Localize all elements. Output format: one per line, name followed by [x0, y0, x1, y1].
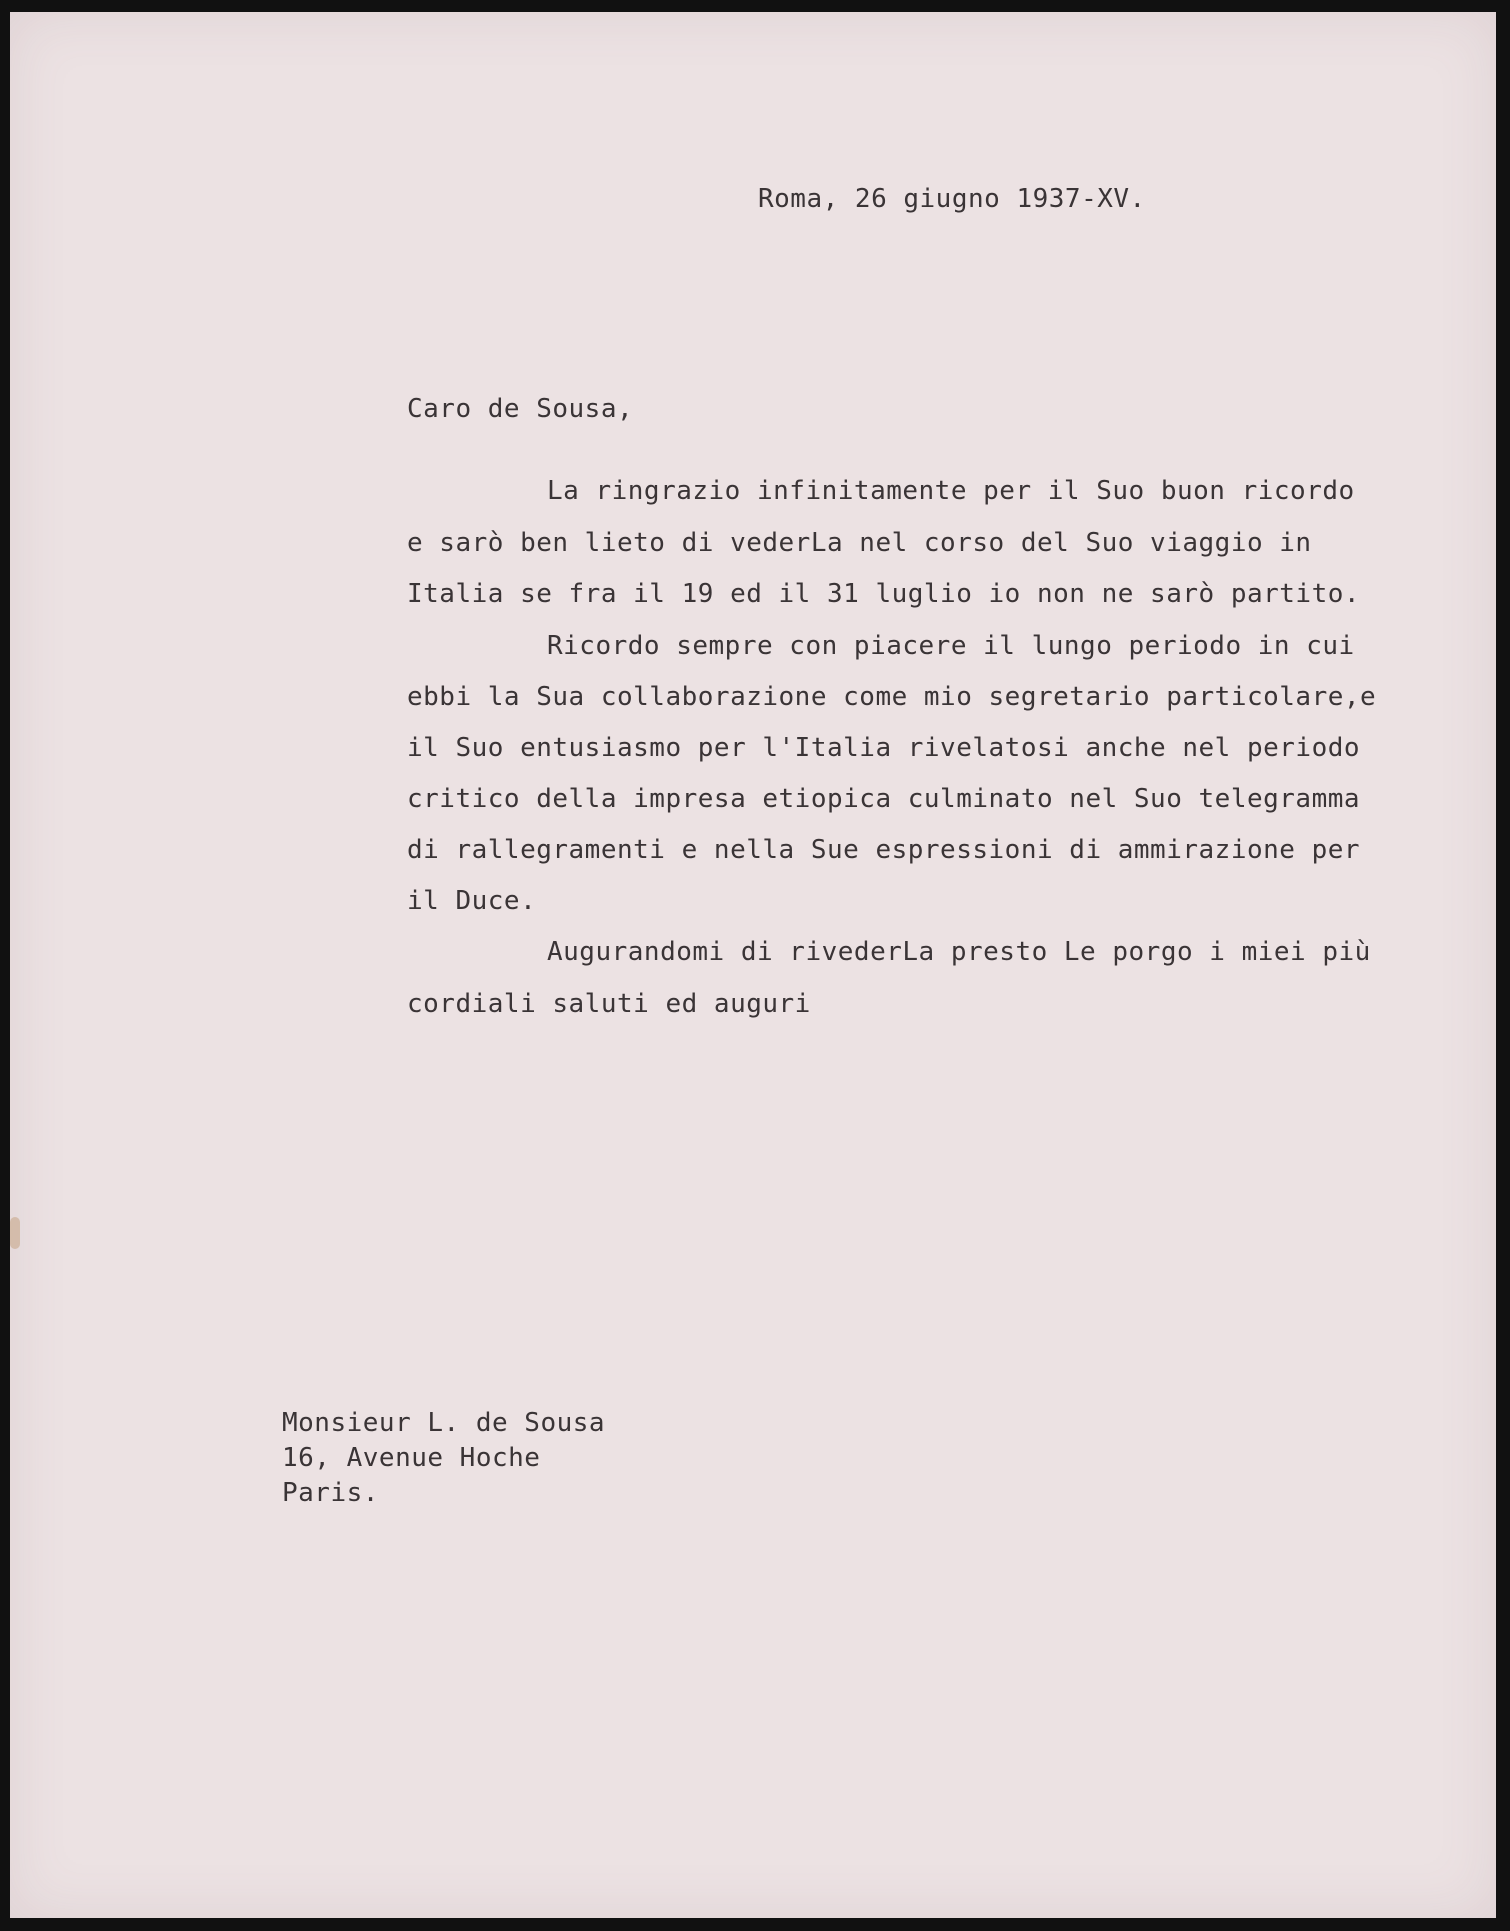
- letter-date: Roma, 26 giugno 1937-XV.: [758, 184, 1146, 214]
- body-line: di rallegramenti e nella Sue espressioni di ammirazione per: [407, 835, 1361, 865]
- body-line: e sarò ben lieto di vederLa nel corso del Suo viaggio in: [407, 528, 1312, 558]
- body-line: il Suo entusiasmo per l'Italia rivelatosi anche nel periodo: [407, 733, 1361, 763]
- body-line: il Duce.: [407, 886, 537, 916]
- address-line: 16, Avenue Hoche: [282, 1443, 541, 1473]
- body-line: Italia se fra il 19 ed il 31 luglio io non ne sarò partito.: [407, 579, 1361, 609]
- letter-page: [10, 12, 1496, 1918]
- address-line: Paris.: [282, 1478, 379, 1508]
- body-line: La ringrazio infinitamente per il Suo buon ricordo: [547, 476, 1355, 506]
- body-line: Ricordo sempre con piacere il lungo periodo in cui: [547, 631, 1355, 661]
- body-line: critico della impresa etiopica culminato nel Suo telegramma: [407, 784, 1361, 814]
- body-line: cordiali saluti ed auguri: [407, 989, 811, 1019]
- paper-stain: [10, 1217, 20, 1249]
- body-line: ebbi la Sua collaborazione come mio segretario particolare,e: [407, 682, 1377, 712]
- salutation: Caro de Sousa,: [407, 394, 634, 424]
- body-line: Augurandomi di rivederLa presto Le porgo i miei più: [547, 937, 1371, 967]
- address-line: Monsieur L. de Sousa: [282, 1408, 606, 1438]
